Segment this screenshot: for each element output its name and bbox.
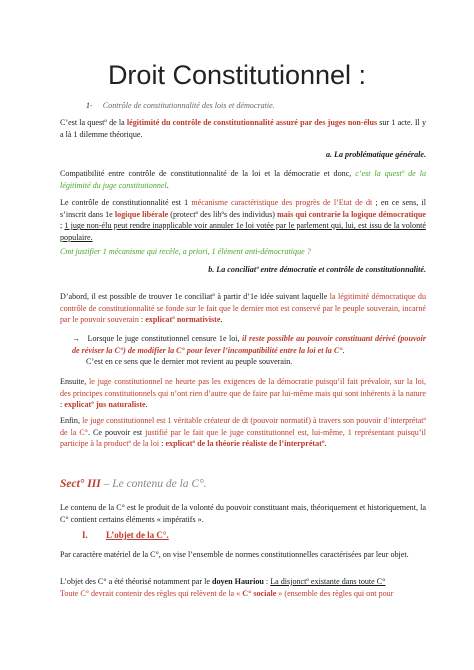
text-run: :: [159, 439, 166, 449]
text-run: Compatibilité entre contrôle de constitutionnalité de la loi et la démocratie et donc,: [60, 169, 356, 178]
text-run: légitimité du contrôle de constitutionnalité assuré par des juges non-élus: [126, 118, 378, 127]
text-run: :: [138, 315, 146, 325]
section-heading: [60, 478, 207, 490]
text-run: explicatº normativiste: [145, 315, 221, 325]
text-run: . Ce pouvoir est: [88, 427, 146, 437]
text-run: .: [220, 315, 223, 325]
text-run: il reste possible au pouvoir constituant dérivé (pouvoir de réviser la C°) de modifier la C° pour lever l’incompatibilité entre la loi et la C°: [72, 334, 426, 355]
text-run: » (ensemble des règles qui ont pour: [276, 588, 394, 598]
heading-b: b. La conciliatº entre démocratie et contrôle de constitutionnalité.: [208, 265, 426, 274]
text-run: Ensuite,: [60, 377, 90, 386]
text-run: Toute C° devrait contenir des règles qui relèvent de la «: [60, 588, 243, 598]
paragraph-next: [60, 376, 426, 411]
text-run: la légitimité démocratique du contrôle de constitutionnalité se fonde sur le fait que le dernier mot est conservé par le peuple souverain, incarné par le pouvoir souverain: [60, 292, 426, 325]
paragraph-intro: [60, 117, 426, 140]
text-run: explicatº jus naturaliste: [64, 400, 146, 410]
heading-a: a. La problématique générale.: [325, 150, 426, 159]
heading-i: [82, 530, 448, 542]
paragraph-finally: [60, 415, 426, 450]
text-run: C° sociale: [242, 588, 277, 598]
bullet-item: [72, 333, 426, 368]
text-run: Enfin,: [60, 416, 83, 425]
paragraph-question: Cmt justifier 1 mécanisme qui recèle, a priori, 1 élément anti-démocratique ?: [60, 247, 311, 256]
text-run: ; en ce sens, il s’inscrit dans 1e: [60, 198, 426, 219]
text-run: logique libérale: [114, 209, 169, 219]
text-run: justifié par le fait que le juge constitutionnel est, lui-même, 1 représentant puisqu’il participe à la productº de la loi: [60, 427, 427, 449]
heading-text: L’objet de la C°.: [106, 530, 169, 540]
text-run: c’est la questº de la légitimité du juge constitutionnel: [60, 169, 426, 190]
paragraph-content: Le contenu de la C° est le produit de la volonté du pouvoir constituant mais, théoriquement et historiquement, la C° contient certains éléments « impératifs ».: [60, 503, 426, 524]
paragraph-compatibility: [60, 168, 426, 191]
text-run: .: [342, 345, 345, 355]
text-run: 1 juge non-élu peut rendre inapplicable voir annuler 1e loi votée par le parlement qui, lui, est issu de la volonté populaire.: [60, 221, 426, 242]
bullet-continuation: C’est en ce sens que le dernier mot revient au peuple souverain.: [86, 357, 293, 367]
paragraph-first: [60, 291, 426, 326]
text-run: (protectº des libºs des individus): [168, 209, 278, 219]
text-run: Le contrôle de constitutionnalité est 1: [60, 198, 192, 207]
section-subtitle: [86, 100, 452, 112]
text-line: [60, 588, 426, 600]
text-run: Lorsque le juge constitutionnel censure 1e loi,: [87, 334, 243, 343]
subtitle-text: Contrôle de constitutionnalité des lois et démocratie.: [102, 101, 275, 110]
text-run: La disjonctº existante dans toute C°: [270, 577, 386, 586]
text-run: :: [263, 577, 271, 586]
text-run: le juge constitutionnel ne heurte pas les exigences de la démocratie puisqu’il fait prévaloir, sur la loi, des principes constitutionnels qui n’ont rien d’autre que de faire par lui-même mais qui sont inhérents à la nature: [60, 377, 426, 398]
page-title: Droit Constitutionnel :: [107, 60, 367, 90]
text-run: mais qui contrarie la logique démocratique: [277, 209, 426, 219]
text-run: .: [324, 439, 327, 449]
text-run: D’abord, il est possible de trouver 1e conciliatº à partir d’1e idée suivant laquelle: [60, 292, 330, 301]
text-run: sur 1 acte. Il y a là 1 dilemme théorique.: [60, 118, 426, 139]
paragraph-control: [60, 197, 426, 243]
heading-number: I.: [82, 530, 88, 540]
text-run: explicatº de la théorie réaliste de l’interprétatº: [165, 439, 325, 449]
text-run: ;: [60, 221, 65, 231]
section-title: – Le contenu de la C°.: [100, 478, 207, 490]
section-label: Sect° III: [60, 478, 101, 490]
subtitle-number: 1-: [86, 101, 93, 110]
paragraph-object: [60, 576, 426, 599]
text-run: le juge constitutionnel est 1 véritable créateur de dt (pouvoir normatif) à travers son pouvoir d’interprétatº de la C°: [60, 416, 427, 437]
text-run: :: [60, 400, 65, 410]
text-run: .: [145, 400, 148, 410]
text-run: doyen Hauriou: [211, 577, 264, 586]
arrow-icon: →: [72, 334, 81, 343]
text-run: C’est la questº de la: [60, 118, 127, 127]
text-run: L’objet des C° a été théorisé notamment par le: [60, 577, 212, 586]
text-run: mécanisme caractéristique des progrès de l’Etat de dt: [191, 198, 373, 207]
paragraph-material: Par caractère matériel de la C°, on vise l’ensemble de normes constitutionnelles caractérisées par leur objet.: [60, 550, 409, 559]
text-run: .: [166, 180, 169, 190]
